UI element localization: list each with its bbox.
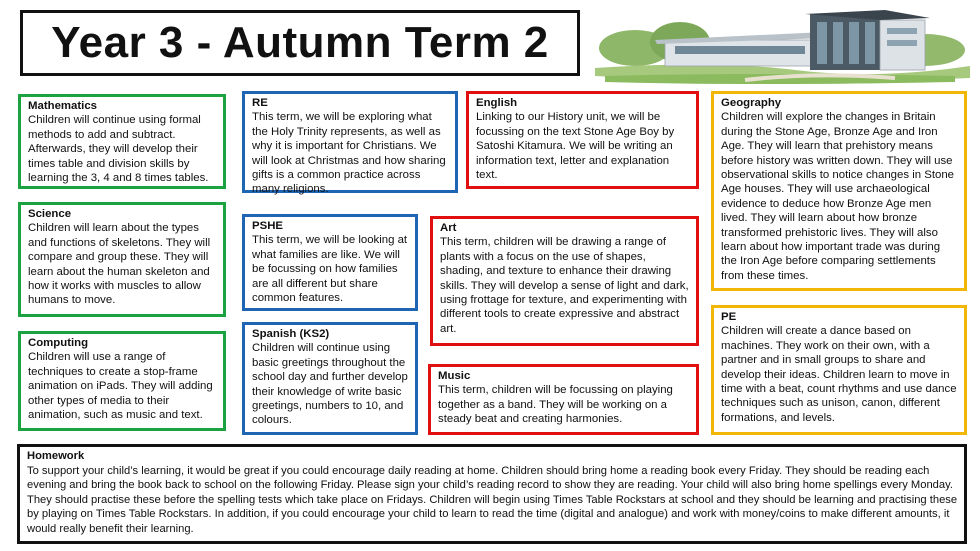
geography-text: Children will explore the changes in Britain during the Stone Age, Bronze Age and Iron Age. They will learn that prehistory means before history was written down. They will use observational skills to notice changes in Stone Age houses. They will use archaeological evidence to deduce how Bronze Age men lived. They will learn about how bronze transformed prehistoric lives. They will also learn about how important trade was during the Iron Age before comparing settlements from these times. <box>721 111 955 282</box>
re-text: This term, we will be exploring what the Holy Trinity represents, as well as why it is important for Christians. We will look at Christmas and how sharing gifts is a common practice across many religions. <box>252 111 446 196</box>
spanish-heading: Spanish (KS2) <box>252 328 330 340</box>
homework-text: To support your child’s learning, it would be great if you could encourage daily reading at home. Children should bring home a reading book every Friday. They should be reading each evening and bring the book back to school on the following Friday. Please sign your child’s reading record to show they are reading. Your child will also bring home spellings every Monday. They should practise these before the spelling tests which take place on Fridays. Children will begin using Times Table Rockstars at school and they should be learning and practising these by playing on Times Table Rockstars. In addition, if you could encourage your child to learn to read the time (digital and analogue) and work with money/coins to make different amounts, it would really benefit their learning. <box>27 464 958 535</box>
computing-text: Children will use a range of techniques to create a stop-frame animation on iPads. They will adding other types of media to their animation, such as music and text. <box>28 351 213 422</box>
title-banner <box>20 10 580 76</box>
science-heading: Science <box>28 208 72 220</box>
page-title: Year 3 - Autumn Term 2 <box>51 18 549 67</box>
english-heading: English <box>476 97 518 109</box>
music-heading: Music <box>438 370 471 382</box>
pshe-box <box>242 214 418 311</box>
computing-box <box>18 331 226 431</box>
art-heading: Art <box>440 222 457 234</box>
homework-heading: Homework <box>27 450 85 462</box>
pe-heading: PE <box>721 311 737 323</box>
re-box <box>242 91 458 196</box>
pshe-heading: PSHE <box>252 220 284 232</box>
spanish-text: Children will continue using basic greetings throughout the school day and further develop their knowledge of write basic greetings, numbers to 10, and colours. <box>252 342 408 427</box>
pe-box <box>711 305 967 435</box>
pe-text: Children will create a dance based on machines. They work on their own, with a partner and in small groups to share and develop their ideas. Children learn to move in time with a beat, count rhythms and use dance techniques such as unison, canon, different formations, and levels. <box>721 325 957 424</box>
computing-heading: Computing <box>28 337 89 349</box>
spanish-box <box>242 322 418 435</box>
english-text: Linking to our History unit, we will be focussing on the text Stone Age Boy by Satoshi Kitamura. We will be writing an information text, letter and explanation text. <box>476 111 675 182</box>
school-building-image <box>595 6 970 88</box>
homework-box <box>17 444 967 544</box>
art-box <box>430 216 699 346</box>
geography-heading: Geography <box>721 97 782 109</box>
pshe-text: This term, we will be looking at what families are like. We will be focussing on how families are all different but share common features. <box>252 234 408 305</box>
art-text: This term, children will be drawing a range of plants with a focus on the use of shapes, shading, and texture to enhance their drawing skills. They will develop a sense of light and dark, using frottage for texture, and experimenting with different tools to create expressive and abstract art. <box>440 236 689 335</box>
geography-box <box>711 91 967 291</box>
mathematics-box <box>18 94 226 189</box>
science-box <box>18 202 226 317</box>
mathematics-text: Children will continue using formal methods to add and subtract. Afterwards, they will develop their times table and division skills by learning the 3, 4 and 8 times tables. <box>28 114 209 185</box>
music-text: This term, children will be focussing on playing together as a band. They will be working on a steady beat and creating harmonies. <box>438 384 673 426</box>
music-box <box>428 364 699 435</box>
english-box <box>466 91 699 189</box>
science-text: Children will learn about the types and functions of skeletons. They will compare and group these. They will learn about the human skeleton and how it works with muscles to allow humans to move. <box>28 222 211 307</box>
re-heading: RE <box>252 97 268 109</box>
mathematics-heading: Mathematics <box>28 100 98 112</box>
